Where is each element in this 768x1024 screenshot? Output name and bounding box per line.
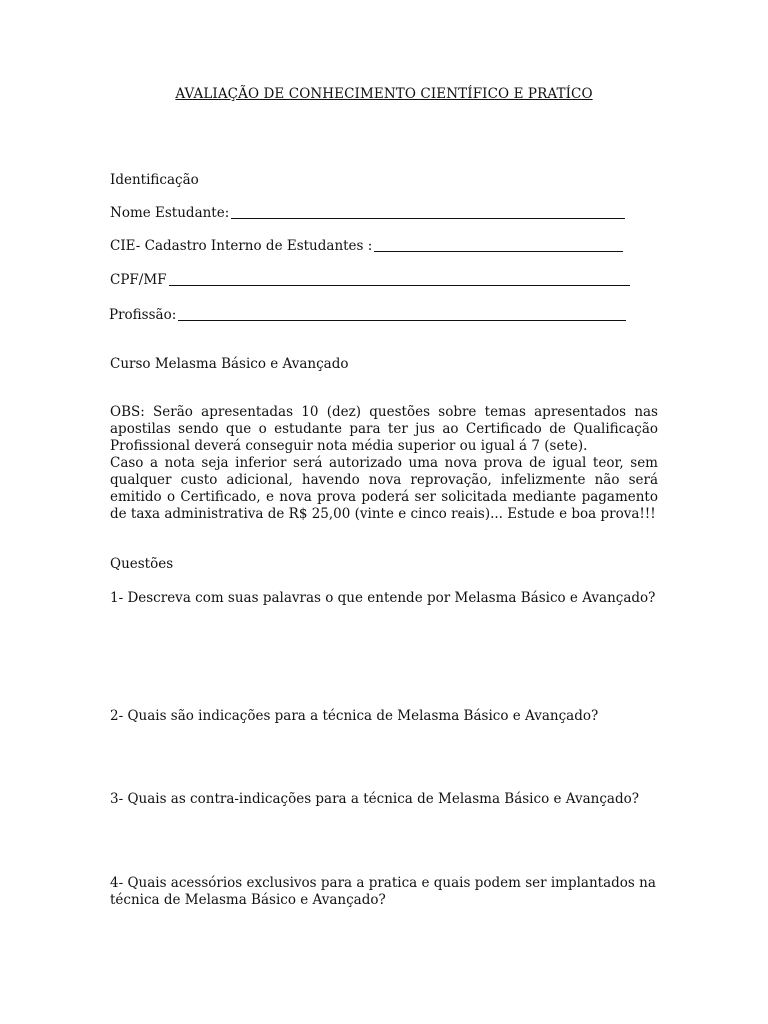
cie-label: CIE- Cadastro Interno de Estudantes :: [110, 238, 373, 254]
cpf-field[interactable]: [110, 270, 630, 288]
profession-blank-line[interactable]: [178, 320, 626, 321]
cie-field[interactable]: [110, 236, 623, 254]
identification-heading: Identificação: [110, 172, 199, 188]
student-name-blank-line[interactable]: [231, 218, 625, 219]
observation-block: [110, 404, 658, 523]
document-title: AVALIAÇÃO DE CONHECIMENTO CIENTÍFICO E PRATÍCO: [175, 86, 593, 102]
cpf-blank-line[interactable]: [169, 285, 630, 286]
question-1: 1- Descreva com suas palavras o que entende por Melasma Básico e Avançado?: [110, 590, 656, 606]
student-name-field[interactable]: [110, 203, 625, 221]
cpf-label: CPF/MF: [110, 272, 167, 288]
profession-label: Profissão:: [109, 307, 177, 323]
student-name-label: Nome Estudante:: [110, 205, 230, 221]
cie-blank-line[interactable]: [374, 251, 623, 252]
course-name: Curso Melasma Básico e Avançado: [110, 356, 349, 372]
question-4: 4- Quais acessórios exclusivos para a pratica e quais podem ser implantados na técnica de Melasma Básico e Avançado?: [110, 875, 656, 908]
profession-field[interactable]: [109, 305, 626, 323]
questions-heading: Questões: [110, 556, 174, 572]
observation-paragraph-1: OBS: Serão apresentadas 10 (dez) questões sobre temas apresentados nas apostilas sendo que o estudante para ter jus ao Certificado de Qualificação Profissional deverá conseguir nota média superior ou igual á 7 (sete).: [110, 404, 658, 454]
question-2: 2- Quais são indicações para a técnica de Melasma Básico e Avançado?: [110, 708, 599, 724]
question-3: 3- Quais as contra-indicações para a técnica de Melasma Básico e Avançado?: [110, 791, 639, 807]
observation-paragraph-2: Caso a nota seja inferior será autorizado uma nova prova de igual teor, sem qualquer custo adicional, havendo nova reprovação, infelizmente não será emitido o Certificado, e nova prova poderá ser solicitada mediante pagamento de taxa administrativa de R$ 25,00 (vinte e cinco reais)... Estude e boa prova!!!: [110, 455, 658, 522]
